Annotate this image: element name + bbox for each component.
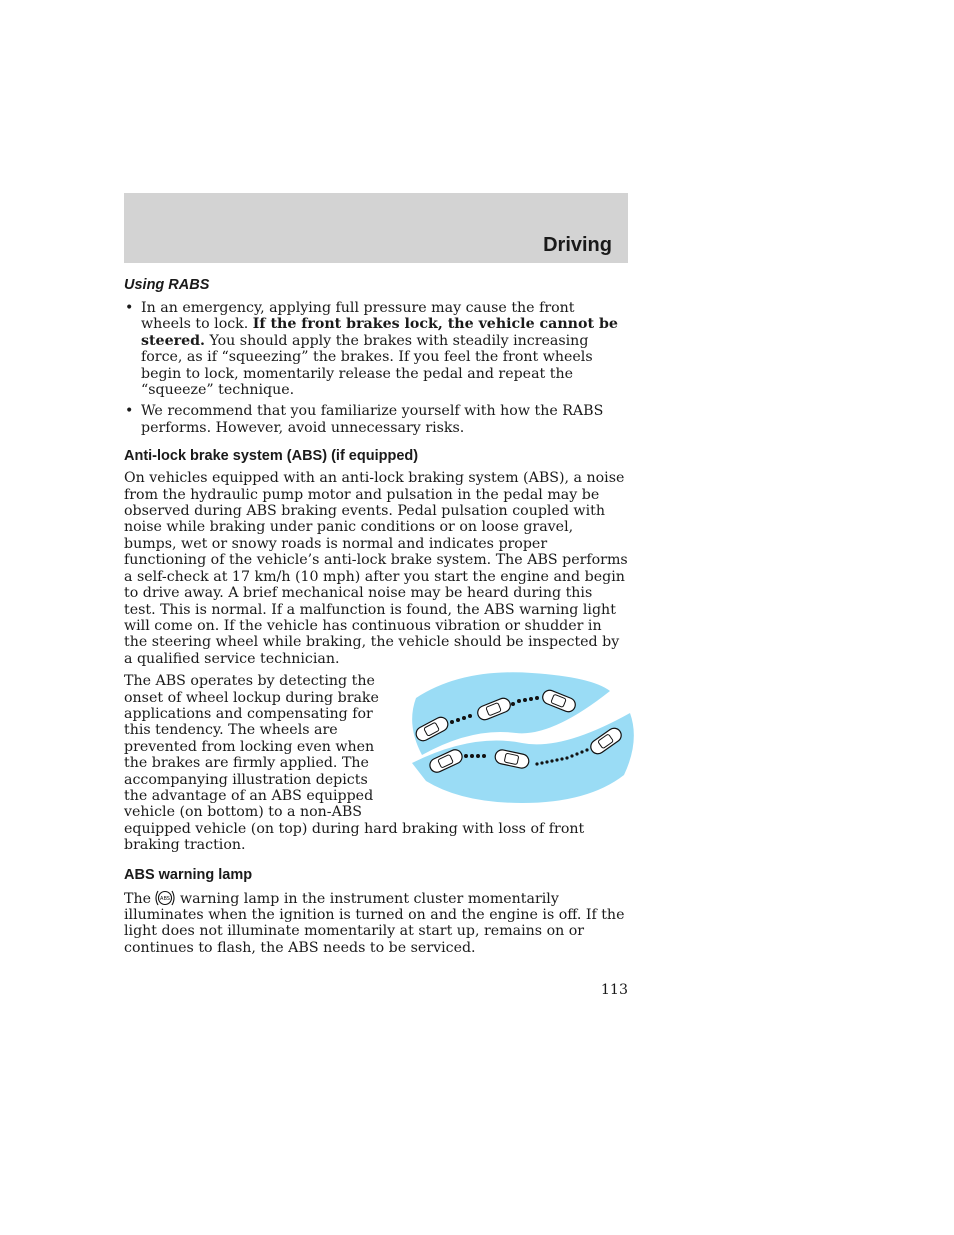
bullet-text: You should apply the brakes with steadily increasing force, as if “squeezing” the brakes. If you feel the front wheels begin to lock, momentarily release the pedal and repeat the “squeeze” technique. (141, 332, 593, 399)
bullet-icon: • (125, 300, 134, 316)
bullet-icon: • (125, 403, 134, 420)
warning-lamp-paragraph (124, 889, 628, 957)
list-item (124, 300, 628, 398)
list-item (124, 403, 628, 436)
abs-illustration-paragraph: The ABS operates by detecting the onset of wheel lockup during brake applications and compensating for this tendency. The wheels are prevented from locking even when the brakes are firmly applied. The accompanying illustration depicts the advantage of an ABS equipped vehicle (on bottom) to a non-ABS equipped vehicle (on top) during hard braking with loss of front braking traction. (124, 673, 585, 854)
bullet-text: In an emergency, applying full pressure may cause the front wheels to lock. (141, 300, 575, 333)
warning-lamp-text-before: The (124, 890, 151, 907)
bullet-bold-text: If the front brakes lock, the vehicle cannot be steered. (141, 316, 618, 349)
bullet-text: We recommend that you familiarize yourself with how the RABS performs. However, avoid unnecessary risks. (141, 403, 604, 436)
abs-icon-label: ABS (160, 895, 170, 902)
warning-lamp-heading: ABS warning lamp (124, 866, 253, 883)
page-content (124, 276, 628, 956)
abs-warning-lamp-icon (154, 889, 176, 907)
abs-paragraph: On vehicles equipped with an anti-lock braking system (ABS), a noise from the hydraulic pump motor and pulsation in the pedal may be observed during ABS braking events. Pedal pulsation coupled with noise while braking under panic conditions or on loose gravel, bumps, wet or snowy roads is normal and indicates proper functioning of the vehicle’s anti-lock brake system. The ABS performs a self-check at 17 km/h (10 mph) after you start the engine and begin to drive away. A brief mechanical noise may be heard during this test. This is normal. If a malfunction is found, the ABS warning light will come on. If the vehicle has continuous vibration or shudder in the steering wheel while braking, the vehicle should be inspected by a qualified service technician. (124, 470, 628, 667)
page-number: 113 (600, 982, 628, 998)
warning-lamp-text-after: warning lamp in the instrument cluster momentarily illuminates when the ignition is turned on and the engine is off. If the light does not illuminate momentarily at start up, remains on or continues to flash, the ABS needs to be serviced. (124, 890, 625, 956)
abs-vs-non-abs-cars-illustration (402, 663, 636, 803)
header-band (124, 193, 628, 263)
abs-heading: Anti-lock brake system (ABS) (if equipped) (124, 448, 419, 465)
rabs-bullet-list (124, 300, 628, 436)
rabs-heading: Using RABS (124, 277, 210, 293)
section-title: Driving (543, 234, 612, 256)
